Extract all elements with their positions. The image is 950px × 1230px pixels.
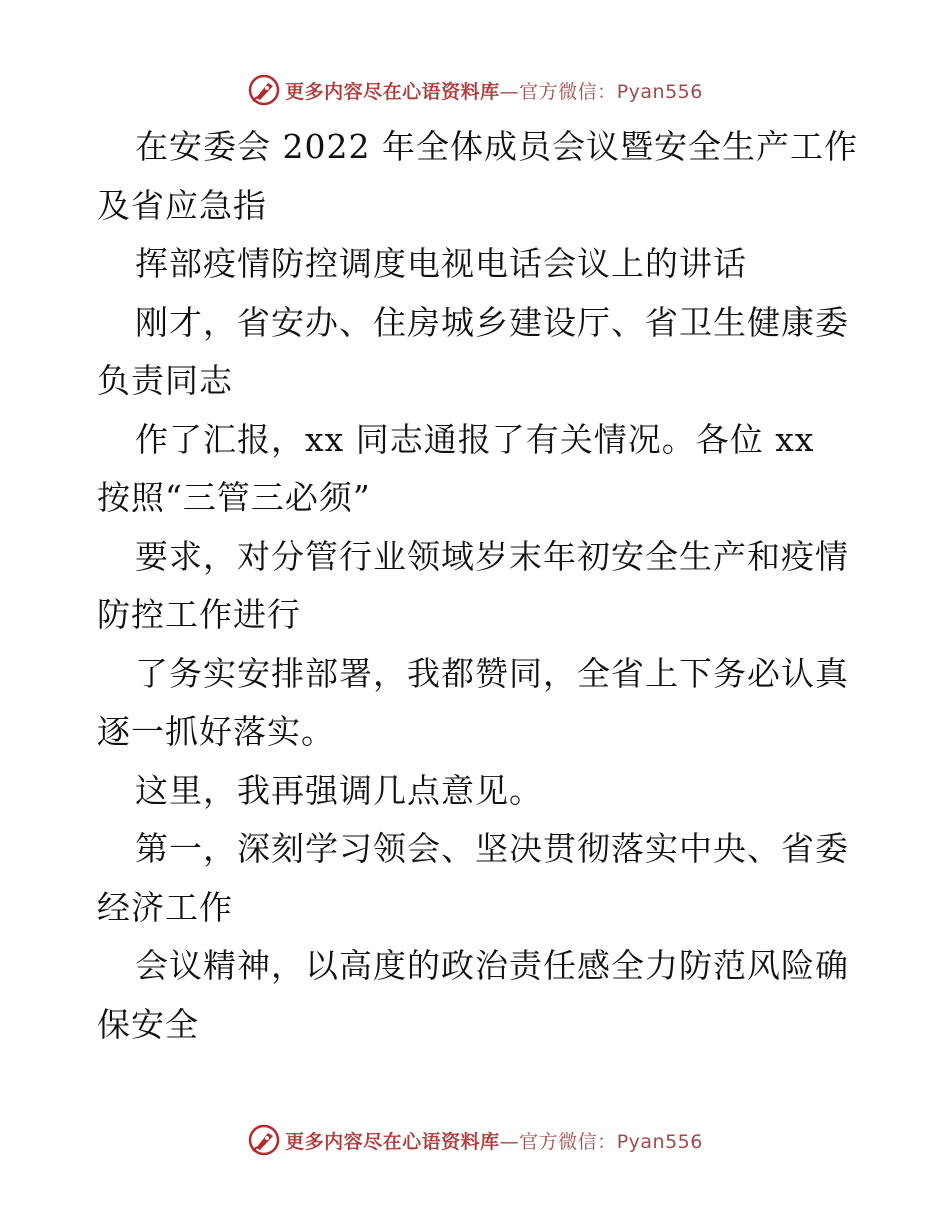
- footer-banner: [0, 1120, 950, 1160]
- header-wechat-id: Pyan556: [616, 80, 703, 103]
- document-line: 刚才，省安办、住房城乡建设厅、省卫生健康委: [135, 302, 849, 342]
- document-line: 作了汇报，xx 同志通报了有关情况。各位 xx: [135, 419, 815, 459]
- document-line: 在安委会 2022 年全体成员会议暨安全生产工作: [135, 127, 858, 166]
- document-line: 及省应急指: [97, 185, 267, 225]
- document-line: 保安全: [97, 1004, 199, 1044]
- document-line: 经济工作: [97, 887, 233, 927]
- header-separator: —: [499, 80, 520, 103]
- document-line: 负责同志: [97, 361, 233, 400]
- footer-separator: —: [499, 1130, 520, 1153]
- document-line: 防控工作进行: [97, 595, 301, 634]
- document-line: 这里，我再强调几点意见。: [135, 770, 543, 810]
- footer-wechat-label: 官方微信：: [519, 1130, 617, 1153]
- header-banner-text: [285, 77, 703, 104]
- document-line: 会议精神，以高度的政治责任感全力防范风险确: [135, 946, 849, 985]
- document-line: 了务实安排部署，我都赞同，全省上下务必认真: [135, 653, 849, 693]
- footer-wechat-id: Pyan556: [616, 1130, 703, 1153]
- pen-nib-logo-icon: [247, 1123, 281, 1157]
- header-banner: [0, 70, 950, 110]
- pen-nib-logo-icon: [247, 73, 281, 107]
- header-wechat-label: 官方微信：: [519, 80, 617, 103]
- footer-site-name: 更多内容尽在心语资料库: [285, 1130, 500, 1153]
- document-line: 挥部疫情防控调度电视电话会议上的讲话: [135, 244, 747, 283]
- document-line: 第一，深刻学习领会、坚决贯彻落实中央、省委: [135, 829, 849, 868]
- footer-banner-text: [285, 1127, 703, 1154]
- document-line: 要求，对分管行业领域岁末年初安全生产和疫情: [135, 536, 849, 576]
- document-line: 按照“三管三必须”: [97, 478, 371, 517]
- document-body: [97, 118, 857, 1054]
- header-site-name: 更多内容尽在心语资料库: [285, 80, 500, 103]
- document-line: 逐一抓好落实。: [97, 712, 335, 751]
